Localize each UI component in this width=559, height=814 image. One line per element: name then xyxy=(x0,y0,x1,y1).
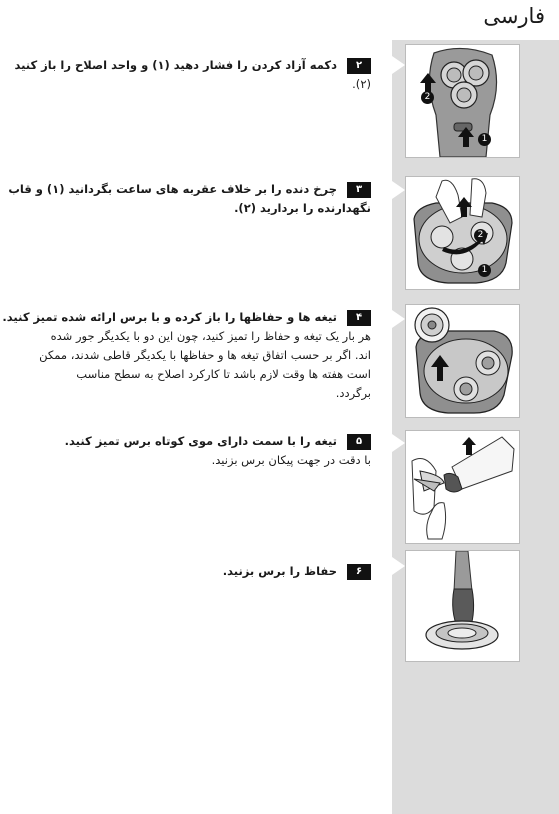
figure-pointer xyxy=(392,56,405,74)
callout-2: 2 xyxy=(474,229,487,242)
step-number: ۵ xyxy=(347,434,371,450)
step-2 xyxy=(1,56,371,94)
figure-pointer xyxy=(392,310,405,328)
step-body-line: اند. اگر بر حسب اتفاق تیغه ها و حفاظها با یکدیگر قاطی شدند، ممکن xyxy=(39,348,371,362)
step-body-line: هر بار یک تیغه و حفاظ را تمیز کنید، چون این دو با یکدیگر جور شده xyxy=(50,329,371,343)
step-title: حفاظ را برس بزنید. xyxy=(222,564,337,578)
step-4 xyxy=(0,308,371,403)
cutters-guards-figure xyxy=(405,304,520,418)
step-body-line: برگردد. xyxy=(335,386,371,400)
retaining-frame-figure xyxy=(405,176,520,290)
step-3 xyxy=(1,180,371,218)
shaver-release-figure xyxy=(405,44,520,158)
step-title: تیغه ها و حفاظها را باز کرده و با برس ارائه شده تمیز کنید. xyxy=(2,310,337,324)
callout-2: 2 xyxy=(421,91,434,104)
step-body-line: با دقت در جهت پیکان برس بزنید. xyxy=(211,453,371,467)
callout-1: 1 xyxy=(478,264,491,277)
step-number: ۴ xyxy=(347,310,371,326)
cutter-brush-figure xyxy=(405,430,520,544)
step-5 xyxy=(11,432,371,470)
step-number: ۲ xyxy=(347,58,371,74)
step-body-line: (۲). xyxy=(352,77,371,91)
step-title: تیغه را با سمت دارای موی کوتاه برس تمیز کنید. xyxy=(64,434,337,448)
step-body-line: نگهدارنده را بردارید (۲). xyxy=(234,201,371,215)
step-title: چرخ دنده را بر خلاف عقربه های ساعت بگردانید (۱) و قاب xyxy=(8,182,337,196)
figure-pointer xyxy=(392,557,405,575)
language-title: فارسی xyxy=(483,4,545,28)
step-6 xyxy=(11,562,371,581)
step-number: ۶ xyxy=(347,564,371,580)
step-title: دکمه آزاد کردن را فشار دهید (۱) و واحد اصلاح را باز کنید xyxy=(14,58,337,72)
figure-pointer xyxy=(392,434,405,452)
step-number: ۳ xyxy=(347,182,371,198)
step-body-line: است هفته ها وقت لازم باشد تا کارکرد اصلاح به سطح مناسب xyxy=(76,367,371,381)
callout-1: 1 xyxy=(478,133,491,146)
guard-brush-figure xyxy=(405,550,520,662)
figure-pointer xyxy=(392,181,405,199)
